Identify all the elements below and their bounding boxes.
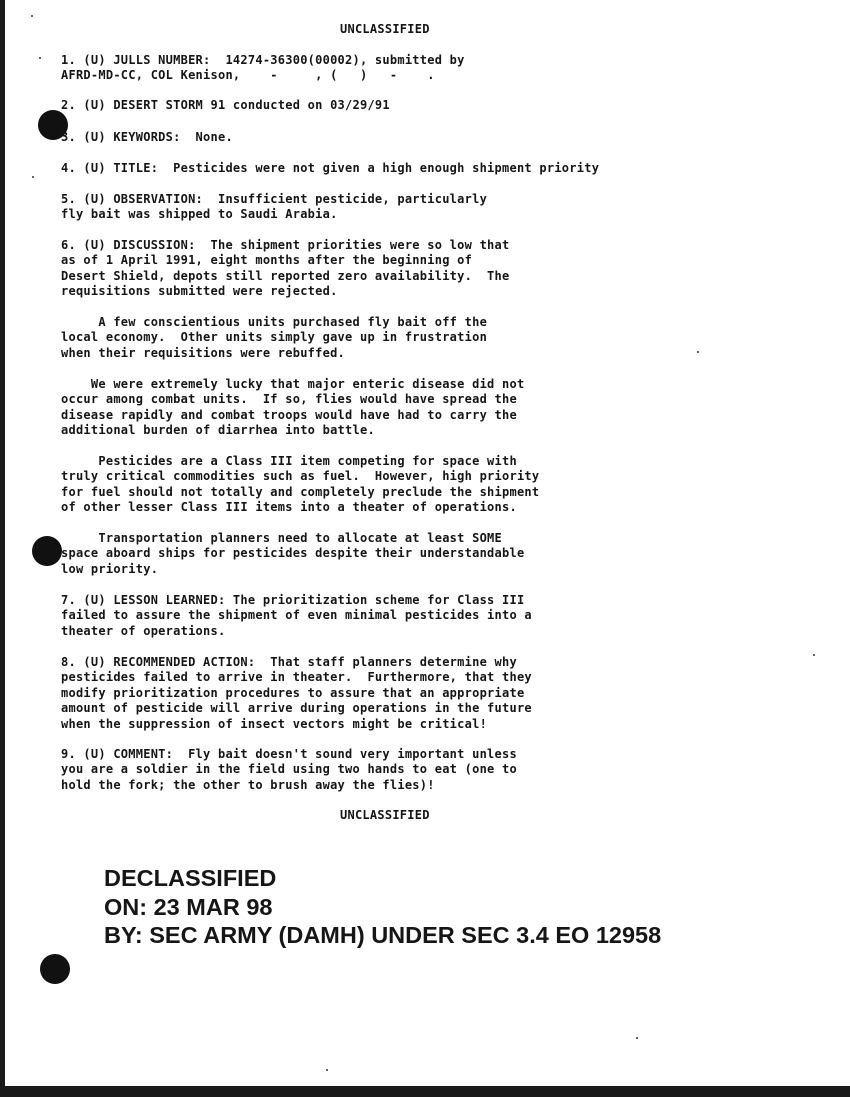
scan-speck	[813, 654, 815, 656]
scan-edge-bottom	[0, 1086, 850, 1097]
scan-speck	[326, 1069, 328, 1071]
item-1-line-2: AFRD-MD-CC, COL Kenison, - , ( ) - .	[61, 68, 435, 82]
item-2: 2. (U) DESERT STORM 91 conducted on 03/29/91	[61, 98, 390, 112]
scan-edge-left	[0, 0, 5, 1097]
punch-hole-middle	[32, 536, 62, 566]
item-4-title: 4. (U) TITLE: Pesticides were not given a high enough shipment priority	[61, 161, 600, 175]
stamp-line-2: ON: 23 MAR 98	[104, 893, 273, 920]
scan-speck	[32, 176, 34, 178]
item-6-discussion: 6. (U) DISCUSSION: The shipment priorities were so low that as of 1 April 1991, eight months after the beginning of Desert Shield, depots still reported zero availability. The requisitions submitted were rejected.	[61, 238, 510, 299]
stamp-line-1: DECLASSIFIED	[104, 865, 277, 891]
item-9-comment: 9. (U) COMMENT: Fly bait doesn't sound very important unless you are a soldier in the field using two hands to eat (one to hold the fork; the other to brush away the flies)!	[61, 747, 517, 792]
item-1-line-1: 1. (U) JULLS NUMBER: 14274-36300(00002), submitted by	[61, 53, 465, 67]
stamp-line-3: BY: SEC ARMY (DAMH) UNDER SEC 3.4 EO 12958	[104, 922, 662, 948]
classification-header: UNCLASSIFIED	[340, 22, 430, 36]
punch-hole-bottom	[40, 954, 70, 984]
item-7-lesson-learned: 7. (U) LESSON LEARNED: The prioritization scheme for Class III failed to assure the shipment of even minimal pesticides into a theater of operations.	[61, 593, 532, 638]
item-3: 3. (U) KEYWORDS: None.	[61, 130, 233, 144]
item-5-observation: 5. (U) OBSERVATION: Insufficient pesticide, particularly fly bait was shipped to Saudi Arabia.	[61, 192, 488, 222]
discussion-paragraph-5: Transportation planners need to allocate at least SOME space aboard ships for pesticides despite their understandable low priority.	[61, 531, 525, 576]
scan-speck	[31, 15, 33, 17]
scan-speck	[697, 351, 699, 353]
item-8-recommended-action: 8. (U) RECOMMENDED ACTION: That staff planners determine why pesticides failed to arrive in theater. Furthermore, that they modify prioritization procedures to assure that an appropriate amount of pesticide will arrive during operations in the future when the suppression of insect vectors might be critical!	[61, 655, 532, 731]
classification-footer: UNCLASSIFIED	[340, 808, 430, 822]
scan-speck	[636, 1037, 638, 1039]
discussion-paragraph-4: Pesticides are a Class III item competing for space with truly critical commodities such as fuel. However, high priority for fuel should not totally and completely preclude the shipment of other lesser Class III items into a theater of operations.	[61, 454, 540, 515]
scan-speck	[39, 57, 41, 59]
declassification-stamp	[104, 864, 661, 950]
discussion-paragraph-2: A few conscientious units purchased fly bait off the local economy. Other units simply gave up in frustration when their requisitions were rebuffed.	[61, 315, 488, 360]
discussion-paragraph-3: We were extremely lucky that major enteric disease did not occur among combat units. If so, flies would have spread the disease rapidly and combat troops would have had to carry the additional burden of diarrhea into battle.	[61, 377, 525, 438]
